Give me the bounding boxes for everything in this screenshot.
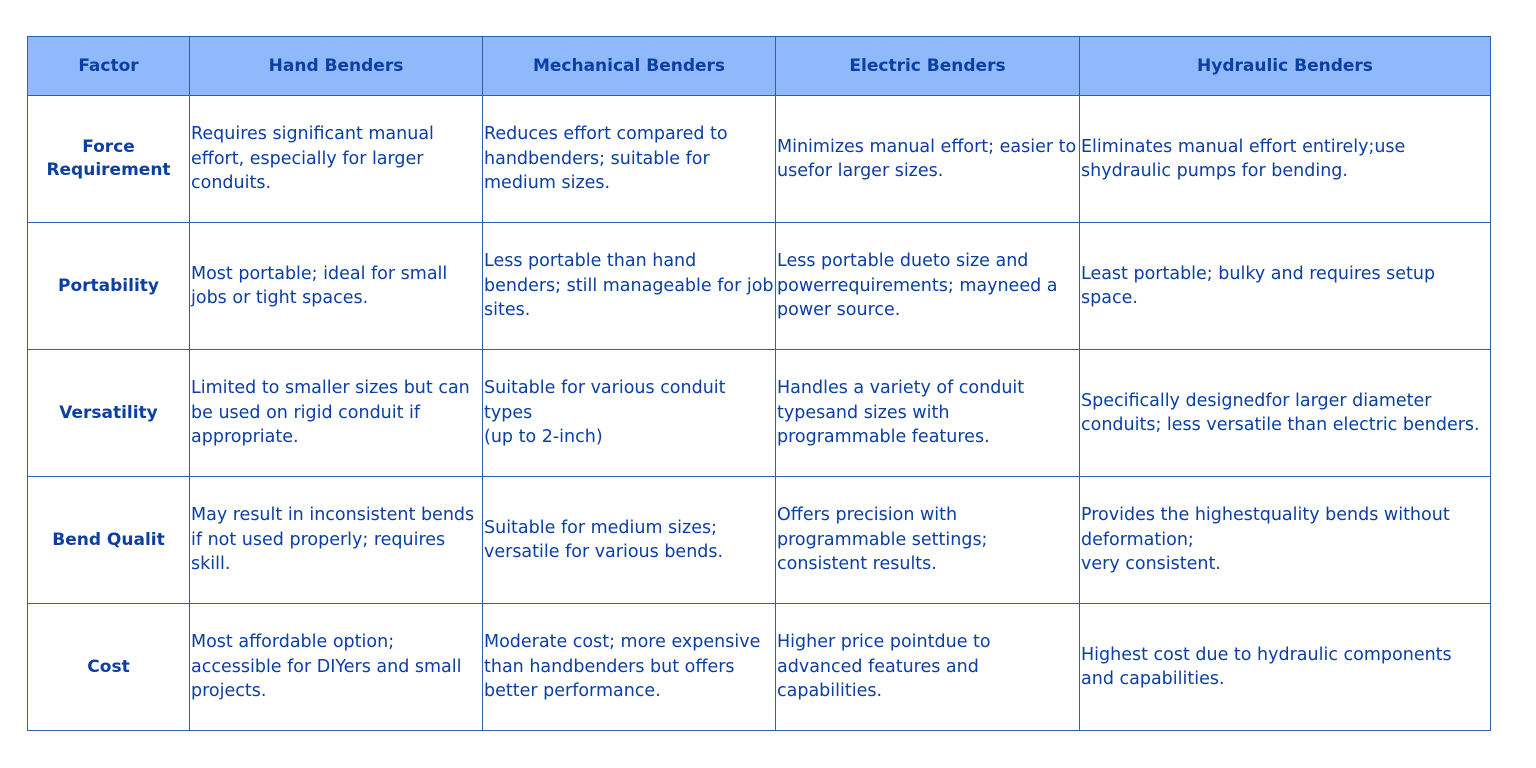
header-hand-benders: Hand Benders [190, 37, 483, 96]
header-mechanical-benders: Mechanical Benders [483, 37, 776, 96]
comparison-table-container [27, 36, 1490, 731]
table-row [28, 96, 1491, 223]
table-cell: Most affordable option; accessible for DIYers and small projects. [190, 604, 483, 731]
table-cell: Provides the highestquality bends without deformation; very consistent. [1080, 477, 1491, 604]
table-cell: Reduces effort compared to handbenders; suitable for medium sizes. [483, 96, 776, 223]
table-row [28, 477, 1491, 604]
header-electric-benders: Electric Benders [776, 37, 1080, 96]
factor-label: Force Requirement [28, 96, 190, 223]
table-cell: Suitable for medium sizes; versatile for various bends. [483, 477, 776, 604]
table-cell: Higher price pointdue to advanced features and capabilities. [776, 604, 1080, 731]
factor-label: Cost [28, 604, 190, 731]
table-cell: Requires significant manual effort, especially for larger conduits. [190, 96, 483, 223]
factor-label: Versatility [28, 350, 190, 477]
table-row [28, 604, 1491, 731]
table-row [28, 350, 1491, 477]
table-cell: Suitable for various conduit types (up to 2-inch) [483, 350, 776, 477]
header-hydraulic-benders: Hydraulic Benders [1080, 37, 1491, 96]
header-factor: Factor [28, 37, 190, 96]
table-cell: May result in inconsistent bends if not used properly; requires skill. [190, 477, 483, 604]
table-cell: Limited to smaller sizes but can be used on rigid conduit if appropriate. [190, 350, 483, 477]
table-row [28, 223, 1491, 350]
table-cell: Minimizes manual effort; easier to usefor larger sizes. [776, 96, 1080, 223]
table-cell: Least portable; bulky and requires setup space. [1080, 223, 1491, 350]
table-header [28, 37, 1491, 96]
factor-label: Bend Qualit [28, 477, 190, 604]
table-cell: Moderate cost; more expensive than handbenders but offers better performance. [483, 604, 776, 731]
table-cell: Highest cost due to hydraulic components and capabilities. [1080, 604, 1491, 731]
table-cell: Offers precision with programmable settings; consistent results. [776, 477, 1080, 604]
table-cell: Less portable dueto size and powerrequirements; mayneed a power source. [776, 223, 1080, 350]
table-cell: Handles a variety of conduit typesand sizes with programmable features. [776, 350, 1080, 477]
bender-comparison-table [27, 36, 1491, 731]
table-body [28, 96, 1491, 731]
table-cell: Most portable; ideal for small jobs or tight spaces. [190, 223, 483, 350]
table-cell: Specifically designedfor larger diameter conduits; less versatile than electric benders. [1080, 350, 1491, 477]
factor-label: Portability [28, 223, 190, 350]
table-cell: Less portable than hand benders; still manageable for job sites. [483, 223, 776, 350]
table-cell: Eliminates manual effort entirely;use shydraulic pumps for bending. [1080, 96, 1491, 223]
header-row [28, 37, 1491, 96]
